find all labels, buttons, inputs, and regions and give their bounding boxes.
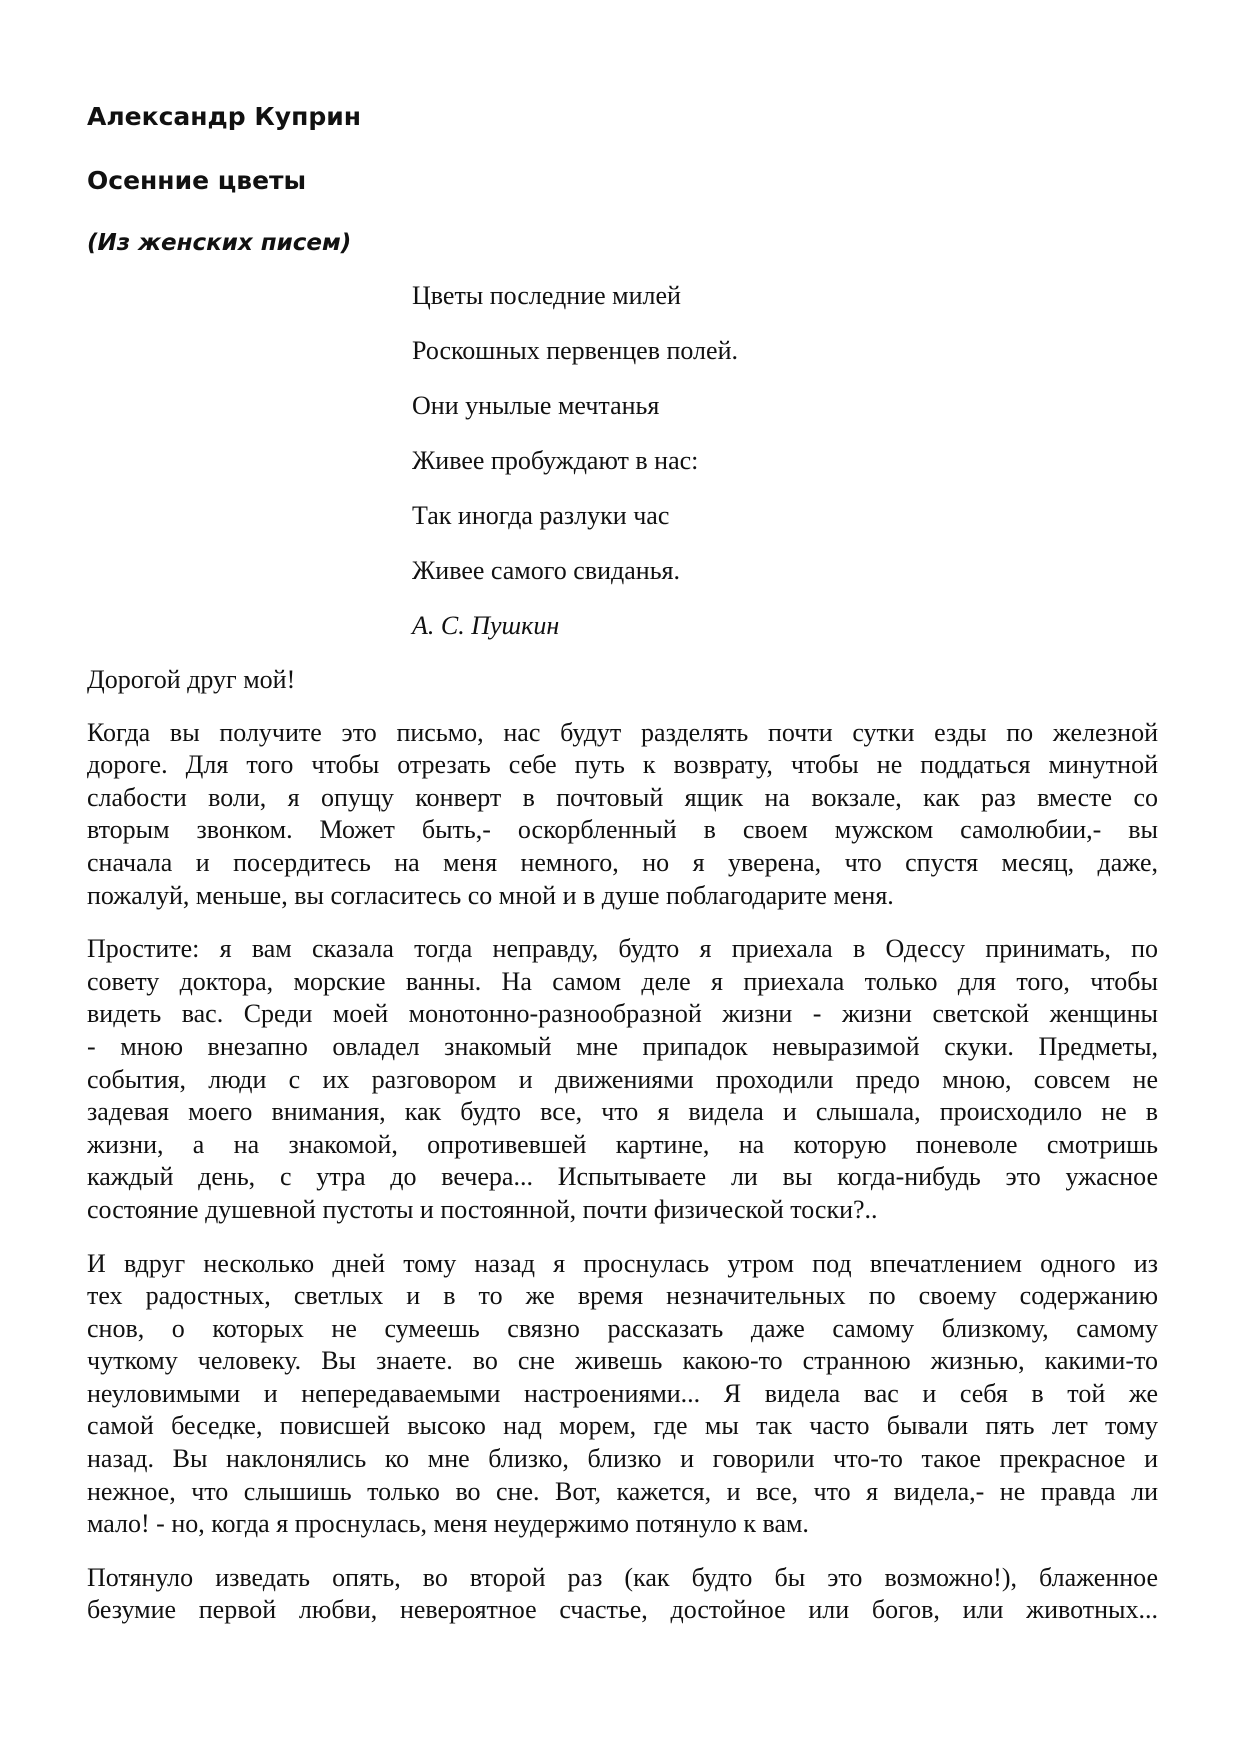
epigraph-line: Так иногда разлуки час — [412, 501, 670, 530]
letter-salutation: Дорогой друг мой! — [87, 665, 296, 694]
paragraph-line: сначала и посердитесь на меня немного, но я уверена, что спустя месяц, даже, — [87, 847, 1158, 877]
paragraph-line: назад. Вы наклонялись ко мне близко, близко и говорили что-то такое прекрасное и — [87, 1444, 1158, 1474]
paragraph-line: тех радостных, светлых и в то же время незначительных по своему содержанию — [87, 1281, 1158, 1311]
epigraph-attribution: А. С. Пушкин — [412, 611, 560, 640]
paragraph-line: И вдруг несколько дней тому назад я проснулась утром под впечатлением одного из — [87, 1248, 1158, 1278]
paragraph-line: безумие первой любви, невероятное счастье, достойное или богов, или животных... — [87, 1595, 1158, 1625]
letter-paragraph — [87, 1248, 1158, 1541]
paragraph-line: жизни, а на знакомой, опротивевшей картине, на которую поневоле смотришь — [87, 1129, 1158, 1159]
paragraph-line: слабости воли, я опущу конверт в почтовый ящик на вокзале, как раз вместе со — [87, 782, 1158, 812]
author-name: Александр Куприн — [87, 102, 362, 131]
epigraph-line: Живее самого свиданья. — [412, 556, 681, 585]
paragraph-line: снов, о которых не сумеешь связно рассказать даже самому близкому, самому — [87, 1313, 1158, 1343]
letter-paragraph — [87, 717, 1158, 913]
paragraph-line: - мною внезапно овладел знакомый мне припадок невыразимой скуки. Предметы, — [87, 1031, 1158, 1061]
story-title: Осенние цветы — [87, 166, 307, 195]
paragraph-line: мало! - но, когда я проснулась, меня неудержимо потянуло к вам. — [87, 1509, 809, 1539]
paragraph-line: Простите: я вам сказала тогда неправду, будто я приехала в Одессу принимать, по — [87, 934, 1158, 964]
paragraph-line: совету доктора, морские ванны. На самом деле я приехала только для того, чтобы — [87, 966, 1158, 996]
paragraph-line: видеть вас. Среди моей монотонно-разнообразной жизни - жизни светской женщины — [87, 999, 1158, 1029]
paragraph-line: пожалуй, меньше, вы согласитесь со мной и в душе поблагодарите меня. — [87, 880, 894, 910]
paragraph-line: чуткому человеку. Вы знаете. во сне живешь какою-то странною жизнью, какими-то — [87, 1346, 1158, 1376]
paragraph-line: неуловимыми и непередаваемыми настроениями... Я видела вас и себя в той же — [87, 1378, 1158, 1408]
epigraph — [412, 279, 1112, 643]
paragraph-line: нежное, что слышишь только во сне. Вот, кажется, и все, что я видела,- не правда ли — [87, 1476, 1158, 1506]
paragraph-line: события, люди с их разговором и движениями проходили предо мною, совсем не — [87, 1064, 1158, 1094]
letter-body — [87, 664, 1158, 1648]
paragraph-line: Потянуло изведать опять, во второй раз (как будто бы это возможно!), блаженное — [87, 1562, 1158, 1592]
paragraph-line: вторым звонком. Может быть,- оскорбленный в своем мужском самолюбии,- вы — [87, 815, 1158, 845]
epigraph-line: Живее пробуждают в нас: — [412, 446, 699, 475]
paragraph-line: состояние душевной пустоты и постоянной, почти физической тоски?.. — [87, 1194, 878, 1224]
epigraph-line: Они унылые мечтанья — [412, 391, 660, 420]
paragraph-line: Когда вы получите это письмо, нас будут разделять почти сутки езды по железной — [87, 717, 1158, 747]
paragraph-line: каждый день, с утра до вечера... Испытываете ли вы когда-нибудь это ужасное — [87, 1162, 1158, 1192]
letter-paragraph — [87, 1562, 1158, 1627]
paragraph-line: задевая моего внимания, как будто все, что я видела и слышала, происходило не в — [87, 1097, 1158, 1127]
paragraph-line: дороге. Для того чтобы отрезать себе путь к возврату, чтобы не поддаться минутной — [87, 750, 1158, 780]
epigraph-line: Цветы последние милей — [412, 281, 681, 310]
letter-paragraph — [87, 933, 1158, 1226]
story-subtitle: (Из женских писем) — [87, 230, 352, 256]
epigraph-line: Роскошных первенцев полей. — [412, 336, 738, 365]
paragraph-line: самой беседке, повисшей высоко над морем, где мы так часто бывали пять лет тому — [87, 1411, 1158, 1441]
